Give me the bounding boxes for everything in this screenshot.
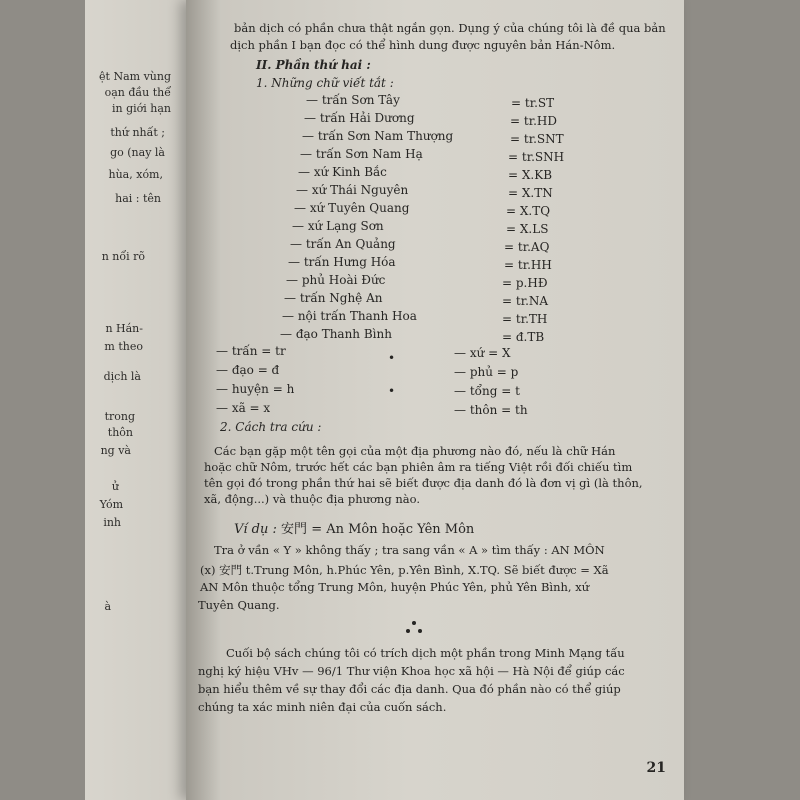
left-line: ử <box>111 480 119 493</box>
left-line: hai : tên <box>115 192 161 205</box>
left-line: ng và <box>100 444 131 457</box>
short-abbr: — phủ = p <box>454 365 519 379</box>
abbr-name: — trấn Sơn Tây <box>306 93 400 107</box>
abbr-name: — trấn Nghệ An <box>284 291 383 305</box>
short-abbr: — xã = x <box>216 401 271 415</box>
subsection-abbreviations: 1. Những chữ viết tắt : <box>256 76 394 90</box>
example-line <box>234 518 474 537</box>
example-han: 安門 <box>281 522 308 537</box>
closing-line: chúng ta xác minh niên đại của cuốn sách. <box>198 700 447 714</box>
abbr-code: = tr.HD <box>510 114 558 128</box>
abbr-code: = đ.TB <box>502 330 545 344</box>
abbr-name: — nội trấn Thanh Hoa <box>282 309 417 323</box>
left-line: à <box>104 600 111 613</box>
abbr-name: — trấn An Quảng <box>290 237 396 251</box>
left-line: in giới hạn <box>111 102 171 115</box>
closing-line: nghị ký hiệu VHv — 96/1 Thư viện Khoa học xã hội — Hà Nội để giúp các <box>198 664 625 678</box>
short-abbr: — huyện = h <box>216 382 295 396</box>
example-reading: = An Môn hoặc Yên Môn <box>311 522 475 537</box>
example-label: Ví dụ : <box>234 522 277 537</box>
closing-line: Cuối bộ sách chúng tôi có trích dịch một phần trong Minh Mạng tấu <box>226 646 625 660</box>
short-abbr: — tổng = t <box>454 384 520 398</box>
method-line: tên gọi đó trong phần thứ hai sẽ biết được địa danh đó là đơn vị gì (là thôn, <box>204 476 643 490</box>
abbr-name: — trấn Sơn Nam Hạ <box>300 147 423 161</box>
left-line: thôn <box>107 426 133 439</box>
abbr-name: — xứ Tuyên Quang <box>294 201 410 215</box>
abbr-code: = p.HĐ <box>502 276 548 290</box>
right-page: bản dịch có phần chưa thật ngắn gọn. Dụng ý của chúng tôi là đề qua bản dịch phần I bạn đọc có thể hình dung được nguyên bản Hán-Nôm. II. Phần thứ hai : 1. Những chữ viết tắt : — trấn Sơn Tây = tr.ST — trấn Hải Dương = tr.HD — trấn Sơn Nam Thượng = tr.SNT — trấn Sơn Nam Hạ = tr.SNH — xứ Kinh Bắc = X.KB — xứ Thái Nguyên = X.TN — xứ Tuyên Quang = X.TQ — xứ Lạng Sơn = X.LS — trấn An Quảng = tr.AQ — trấn Hưng Hóa = tr.HH — phủ Hoài Đức = p.HĐ — trấn Nghệ An = tr.NA — nội trấn Thanh Hoa = tr.TH — đạo Thanh Bình = đ.TB — trấn = tr — đạo = đ — huyện = h — xã = x • • — xứ = X — phủ = p — tổng = t — thôn = th 2. Cách tra cứu : Các bạn gặp một tên gọi của một địa phương nào đó, nếu là chữ Hán hoặc chữ Nôm, trước hết các bạn phiên âm ra tiếng Việt rồi đối chiếu tìm tên gọi đó trong phần thứ hai sẽ biết được địa danh đó là đơn vị gì (là thôn, xã, động...) và thuộc địa phương nào. Ví dụ : 安門 = An Môn hoặc Yên Môn Tra ở vần « Y » không thấy ; tra sang vần « A » tìm thấy : AN MÔN (x) 安門 t.Trung Môn, h.Phúc Yên, p.Yên Bình, X.TQ. Sẽ biết được = Xã AN Môn thuộc tổng Trung Môn, huyện Phúc Yên, phủ Yên Bình, xứ Tuyên Quang. Cuối bộ sách chúng tôi có trích dịch một phần trong Minh Mạng tấu nghị ký hiệu VHv — 96/1 Thư viện Khoa học xã hội — Hà Nội để giúp các bạn hiểu thêm về sự thay đổi các địa danh. Qua đó phần nào có thể giúp chúng ta xác minh niên đại của cuốn sách. 21 <box>186 0 684 800</box>
example-han: 安門 <box>219 563 243 577</box>
abbr-code: = tr.SNT <box>510 132 564 146</box>
abbr-name: — trấn Hưng Hóa <box>288 255 396 269</box>
abbr-name: — đạo Thanh Bình <box>280 327 392 341</box>
closing-line: bạn hiểu thêm về sự thay đổi các địa danh. Qua đó phần nào có thể giúp <box>198 682 621 696</box>
abbr-code: = X.KB <box>508 168 553 182</box>
short-abbr: — trấn = tr <box>216 344 286 358</box>
short-abbr: — đạo = đ <box>216 363 280 377</box>
abbr-code: = X.LS <box>506 222 549 236</box>
short-abbr: — xứ = X <box>454 346 511 360</box>
example-text: Tra ở vần « Y » không thấy ; tra sang vần « A » tìm thấy : AN MÔN <box>214 543 605 557</box>
abbr-code: = tr.HH <box>504 258 552 272</box>
intro-line: dịch phần I bạn đọc có thể hình dung được nguyên bản Hán-Nôm. <box>230 38 616 52</box>
abbr-code: = X.TN <box>508 186 553 200</box>
abbr-name: — xứ Lạng Sơn <box>292 219 384 233</box>
section-separator <box>404 621 424 635</box>
abbr-code: = tr.SNH <box>508 150 565 164</box>
left-line: thứ nhất ; <box>110 126 165 139</box>
left-line: trong <box>104 410 135 423</box>
left-line: dịch là <box>103 370 141 383</box>
left-line: inh <box>103 516 121 529</box>
left-line: m theo <box>104 340 143 353</box>
example-text: Tuyên Quang. <box>198 598 280 612</box>
left-line: oạn đầu thể <box>104 86 171 99</box>
left-line: ệt Nam vùng <box>99 70 171 83</box>
example-text: t.Trung Môn, h.Phúc Yên, p.Yên Bình, X.TQ. Sẽ biết được = Xã <box>245 563 609 577</box>
short-abbr: — thôn = th <box>454 403 528 417</box>
abbr-name: — phủ Hoài Đức <box>286 273 386 287</box>
method-line: hoặc chữ Nôm, trước hết các bạn phiên âm ra tiếng Việt rồi đối chiếu tìm <box>204 460 633 474</box>
abbr-name: — xứ Kinh Bắc <box>298 165 387 179</box>
abbr-code: = tr.AQ <box>504 240 550 254</box>
left-line: hùa, xóm, <box>108 168 163 181</box>
abbr-name: — trấn Sơn Nam Thượng <box>302 129 454 143</box>
page-number: 21 <box>646 760 666 776</box>
subsection-lookup: 2. Cách tra cứu : <box>220 420 322 434</box>
abbr-name: — xứ Thái Nguyên <box>296 183 409 197</box>
abbr-code: = tr.ST <box>511 96 555 110</box>
method-line: xã, động...) và thuộc địa phương nào. <box>204 492 420 506</box>
abbr-code: = X.TQ <box>506 204 551 218</box>
example-text-prefixed <box>200 562 609 578</box>
example-prefix: (x) <box>200 563 216 577</box>
method-line: Các bạn gặp một tên gọi của một địa phương nào đó, nếu là chữ Hán <box>214 444 616 458</box>
left-line: n Hán- <box>105 322 143 335</box>
abbr-code: = tr.NA <box>502 294 549 308</box>
left-line: Yóm <box>99 498 123 511</box>
abbr-code: = tr.TH <box>502 312 548 326</box>
abbr-name: — trấn Hải Dương <box>304 111 415 125</box>
section-title: II. Phần thứ hai : <box>256 58 371 72</box>
example-text: AN Môn thuộc tổng Trung Môn, huyện Phúc Yên, phủ Yên Bình, xứ <box>200 580 590 594</box>
left-line: n nổi rõ <box>101 250 145 263</box>
intro-line: bản dịch có phần chưa thật ngắn gọn. Dụng ý của chúng tôi là đề qua bản <box>234 21 666 35</box>
left-line: go (nay là <box>110 146 165 159</box>
